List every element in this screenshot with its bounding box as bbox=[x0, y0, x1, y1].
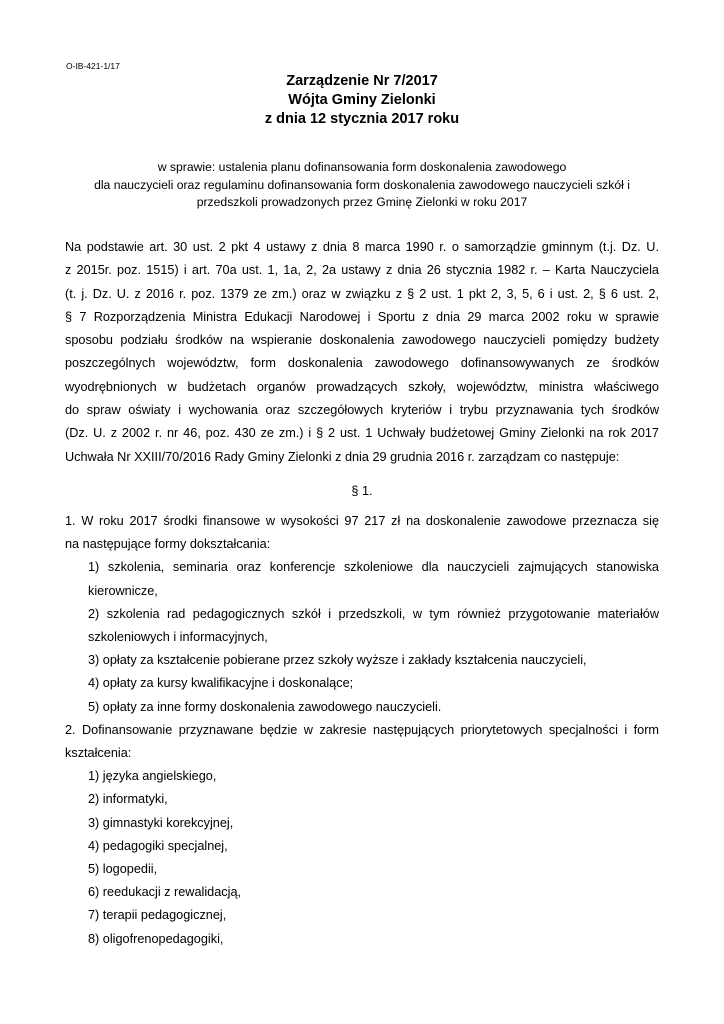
form-item: 1) szkolenia, seminaria oraz konferencje szkoleniowe dla nauczycieli zajmujących stanowiska bbox=[88, 560, 659, 575]
specialty-item: 1) języka angielskiego, bbox=[88, 769, 217, 784]
point-line: 2. Dofinansowanie przyznawane będzie w zakresie następujących priorytetowych specjalności i form bbox=[65, 722, 659, 737]
paragraph-line: z 2015r. poz. 1515) i art. 70a ust. 1, 1a, 2, 2a ustawy z dnia 26 stycznia 1982 r. – Karta Nauczyciela bbox=[65, 263, 659, 278]
specialty-item: 5) logopedii, bbox=[88, 862, 158, 877]
document-title bbox=[0, 72, 724, 129]
title-line: Wójta Gminy Zielonki bbox=[288, 92, 436, 108]
paragraph-line: (Dz. U. z 2002 r. nr 46, poz. 430 ze zm.) i § 2 ust. 1 Uchwały budżetowej Gminy Zielonki na rok 2017 bbox=[65, 426, 659, 441]
specialty-item: 7) terapii pedagogicznej, bbox=[88, 908, 227, 923]
subject-line: dla nauczycieli oraz regulaminu dofinansowania form doskonalenia zawodowego nauczycieli szkół i bbox=[94, 177, 630, 192]
specialty-item: 3) gimnastyki korekcyjnej, bbox=[88, 815, 234, 830]
paragraph-line: do spraw oświaty i wychowania oraz szczegółowych kryteriów i trybu przyznawania tych środków bbox=[65, 403, 659, 418]
legal-basis-paragraph bbox=[65, 236, 659, 469]
paragraph-line: Uchwała Nr XXIII/70/2016 Rady Gminy Zielonki z dnia 29 grudnia 2016 r. zarządzam co następuje: bbox=[65, 449, 620, 464]
paragraph-line: § 7 Rozporządzenia Ministra Edukacji Narodowej i Sportu z dnia 29 marca 2002 roku w sprawie bbox=[65, 309, 659, 324]
document-reference-number: O-IB-421-1/17 bbox=[66, 61, 120, 71]
specialty-item: 4) pedagogiki specjalnej, bbox=[88, 838, 228, 853]
section-heading: § 1. bbox=[351, 484, 373, 498]
paragraph-line: (t. j. Dz. U. z 2016 r. poz. 1379 ze zm.) oraz w związku z § 2 ust. 1 pkt 2, 3, 5, 6 i ust. 2, § 6 ust. 2, bbox=[65, 286, 659, 301]
specialty-item: 2) informatyki, bbox=[88, 792, 168, 807]
paragraph-line: wyodrębnionych w budżetach organów prowadzących szkoły, województw, ministra właściwego bbox=[65, 379, 659, 394]
specialty-item: 8) oligofrenopedagogiki, bbox=[88, 931, 224, 946]
form-item: 3) opłaty za kształcenie pobierane przez szkoły wyższe i zakłady kształcenia nauczycieli, bbox=[88, 653, 587, 668]
form-item: 4) opłaty za kursy kwalifikacyjne i doskonalące; bbox=[88, 676, 354, 691]
point-line: 1. W roku 2017 środki finansowe w wysokości 97 217 zł na doskonalenie zawodowe przeznacza się bbox=[65, 514, 659, 528]
title-line: z dnia 12 stycznia 2017 roku bbox=[264, 111, 460, 127]
form-item-continuation: kierownicze, bbox=[88, 583, 158, 598]
point-line: kształcenia: bbox=[65, 746, 132, 761]
subject-line: przedszkoli prowadzonych przez Gminę Zielonki w roku 2017 bbox=[196, 195, 528, 209]
form-item: 5) opłaty za inne formy doskonalenia zawodowego nauczycieli. bbox=[88, 699, 442, 714]
point-line: na następujące formy dokształcania: bbox=[65, 537, 271, 552]
paragraph-line: sposobu podziału środków na wspieranie doskonalenia zawodowego nauczycieli pomiędzy budżety bbox=[65, 333, 659, 348]
form-item-continuation: szkoleniowych i informacyjnych, bbox=[88, 630, 268, 645]
paragraph-line: Na podstawie art. 30 ust. 2 pkt 4 ustawy z dnia 8 marca 1990 r. o samorządzie gminnym (t.j. Dz. U. bbox=[65, 240, 659, 254]
paragraph-line: poszczególnych województw, form doskonalenia zawodowego dofinansowywanych ze środków bbox=[65, 356, 659, 371]
subject-line: w sprawie: ustalenia planu dofinansowania form doskonalenia zawodowego bbox=[157, 160, 567, 174]
document-subject bbox=[0, 159, 724, 212]
form-item: 2) szkolenia rad pedagogicznych szkół i przedszkoli, w tym również przygotowanie materiałów bbox=[88, 606, 659, 621]
section-body bbox=[65, 510, 659, 951]
specialty-item: 6) reedukacji z rewalidacją, bbox=[88, 885, 242, 900]
title-line: Zarządzenie Nr 7/2017 bbox=[286, 73, 438, 89]
